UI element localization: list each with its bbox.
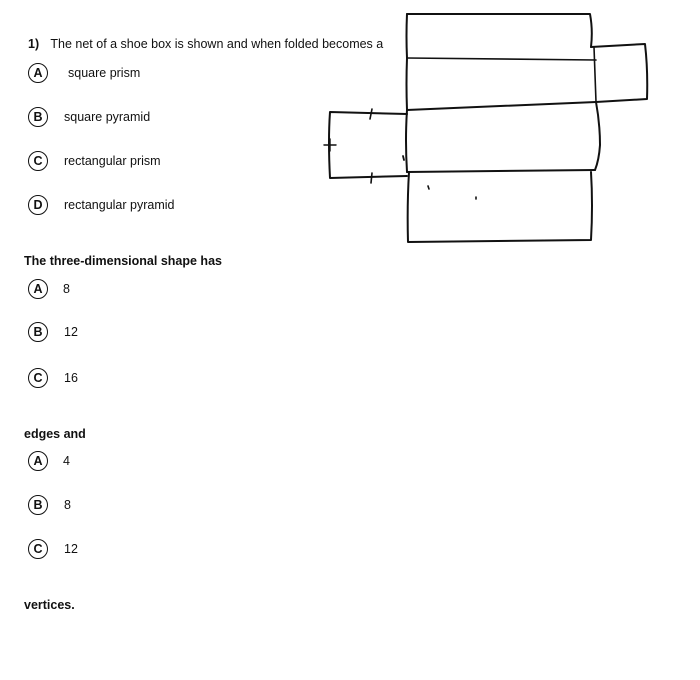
part2-option-a-text: 8 xyxy=(63,282,70,296)
part3-option-a-text: 4 xyxy=(63,454,70,468)
part3-option-a-bubble[interactable]: A xyxy=(28,451,48,471)
part3-option-b[interactable] xyxy=(28,495,71,515)
question-text: The net of a shoe box is shown and when folded becomes a xyxy=(50,37,384,51)
net-base-left-edge xyxy=(406,110,407,172)
part2-option-a[interactable] xyxy=(28,279,70,299)
net-side-left-edge xyxy=(407,58,408,110)
part2-option-c[interactable] xyxy=(28,368,78,388)
net-left-tab xyxy=(329,112,407,178)
net-tick-3 xyxy=(371,173,372,183)
net-top-face xyxy=(407,14,592,47)
part3-option-a[interactable] xyxy=(28,451,70,471)
part2-option-c-text: 16 xyxy=(64,371,78,385)
net-base-right-edge xyxy=(595,102,600,170)
option-a-text: square prism xyxy=(68,66,141,80)
part3-option-c[interactable] xyxy=(28,539,78,559)
part2-label: The three-dimensional shape has xyxy=(24,254,222,268)
option-a-bubble[interactable]: A xyxy=(28,63,48,83)
net-fold-line-2 xyxy=(407,102,596,110)
closing-label: vertices. xyxy=(24,598,75,612)
part3-option-b-bubble[interactable]: B xyxy=(28,495,48,515)
option-b-text: square pyramid xyxy=(64,110,151,124)
part3-label: edges and xyxy=(24,427,86,441)
option-c-bubble[interactable]: C xyxy=(28,151,48,171)
net-bottom-face xyxy=(408,172,592,242)
q1-option-a[interactable] xyxy=(28,63,140,83)
part2-option-c-bubble[interactable]: C xyxy=(28,368,48,388)
net-fold-line-1 xyxy=(407,58,596,60)
net-right-tab-fold xyxy=(594,47,596,102)
net-tick-2 xyxy=(324,139,336,151)
option-d-text: rectangular pyramid xyxy=(64,198,175,212)
prism-net-figure xyxy=(320,0,660,260)
option-c-text: rectangular prism xyxy=(64,154,161,168)
net-tick-1 xyxy=(370,109,372,119)
net-fold-line-3 xyxy=(407,170,595,172)
part3-option-b-text: 8 xyxy=(64,498,71,512)
part2-option-b[interactable] xyxy=(28,322,78,342)
net-tick-4 xyxy=(403,156,404,160)
part3-option-c-bubble[interactable]: C xyxy=(28,539,48,559)
option-d-bubble[interactable]: D xyxy=(28,195,48,215)
part2-option-b-bubble[interactable]: B xyxy=(28,322,48,342)
question-number: 1) xyxy=(28,37,40,51)
part3-option-c-text: 12 xyxy=(64,542,78,556)
q1-option-c[interactable] xyxy=(28,151,161,171)
part2-option-a-bubble[interactable]: A xyxy=(28,279,48,299)
net-dot-1 xyxy=(428,186,429,189)
q1-option-d[interactable] xyxy=(28,195,174,215)
part2-option-b-text: 12 xyxy=(64,325,78,339)
net-right-tab xyxy=(591,44,647,102)
net-top-left-edge xyxy=(407,14,408,58)
option-b-bubble[interactable]: B xyxy=(28,107,48,127)
q1-option-b[interactable] xyxy=(28,107,150,127)
